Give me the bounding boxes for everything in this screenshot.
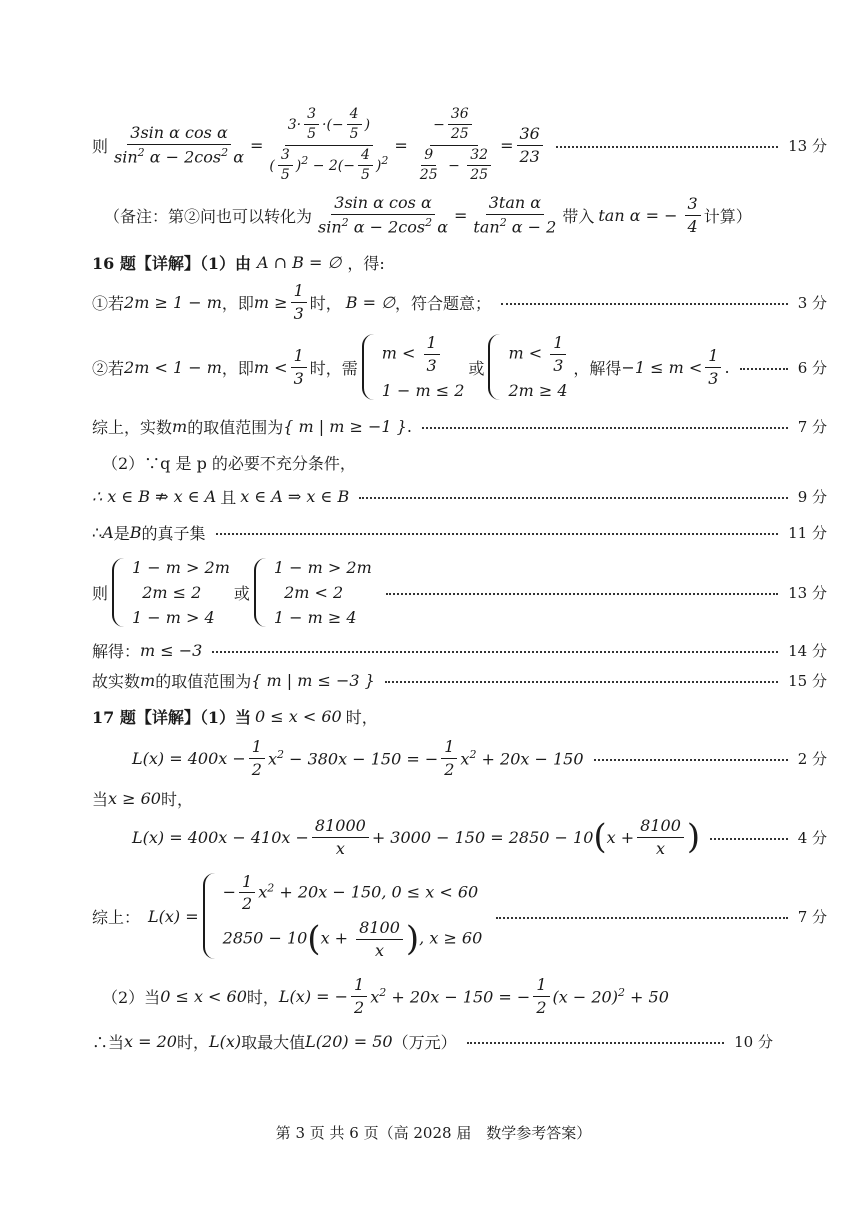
q16-systems: 则 1 − m > 2m 2m ≤ 2 1 − m > 4 或 1 − m > 2m 2m < 2 1 − m ≥ 4 13 分	[92, 557, 827, 627]
q16-summary: 综上，实数 m 的取值范围为 { m | m ≥ −1 } . 7 分	[92, 416, 827, 437]
score-6: 6 分	[797, 358, 827, 377]
score-10: 10 分	[734, 1032, 773, 1051]
score-3: 3 分	[797, 293, 827, 312]
q16-solution: 解得： m ≤ −3 14 分	[92, 640, 827, 661]
q17-condition: 当 x ≥ 60 时，	[92, 788, 193, 809]
score-7b: 7 分	[797, 907, 827, 926]
score-13: 13 分	[788, 136, 827, 155]
q17-maximum: ∴当 x = 20 时， L(x) 取最大值 L(20) = 50 （万元） 10 分	[92, 1031, 773, 1052]
q16-case1: ①若 2m ≥ 1 − m ，即 m ≥ $\frac{1}{3}$ 时， B = ∅ ，符合题意； 3 分	[92, 280, 827, 323]
q16-part2: （2）∵q 是 p 的必要不充分条件，	[102, 453, 356, 473]
q17-profit-line1: L(x) = 400x − $\frac{1}{2}$ $x^2 - 380x - 150$ = − $\frac{1}{2}$ $x^2 + 20x - 150$ 2 分	[132, 736, 827, 779]
q16-final: 故实数 m 的取值范围为 { m | m ≤ −3 } 15 分	[92, 670, 827, 691]
q17-part2: （2）当 0 ≤ x < 60 时， L(x) = − $\frac{1}{2}$ $x^2 + 20x - 150$ = − $\frac{1}{2}$ $(x - 20)^2 + 50$	[102, 974, 669, 1017]
score-11: 11 分	[788, 523, 827, 542]
score-7: 7 分	[797, 417, 827, 436]
score-13b: 13 分	[788, 583, 827, 602]
score-4: 4 分	[797, 828, 827, 847]
q17-heading: 17 题【详解】（1）当 0 ≤ x < 60 时，	[92, 706, 378, 727]
page-footer: 第 3 页 共 6 页（高 2028 届 数学参考答案）	[275, 1124, 592, 1142]
q16-subset: ∴ A 是 B 的真子集 11 分	[92, 522, 827, 543]
q17-profit-line2: L(x) = 400x − 410x − $\frac{81000}{x}$ + 3000 − 150 = 2850 − 10 ( x + $\frac{8100}{x}$ ) 4 分	[132, 815, 827, 858]
note-line: （备注：第②问也可以转化为 $\frac{\text{3sin α cos α}}{\sin^2 \alpha - 2\cos^2 \alpha}$ = $\frac{\text{3tan α}}{\tan^2 \alpha - 2}$ 带入 tan α = − $\frac{3}{4}$ 计算）	[104, 193, 752, 237]
score-15: 15 分	[788, 671, 827, 690]
q17-summary: 综上： L(x) = − $\frac{1}{2}$ $x^2 + 20x - 150$, 0 ≤ x < 60 2850 − 10(x + $\frac{8100}{x}$ ), x ≥ 60 7 分	[92, 871, 827, 960]
q16-implication: ∴ x ∈ B ⇏ x ∈ A 且 x ∈ A ⇒ x ∈ B 9 分	[92, 486, 827, 507]
score-9: 9 分	[797, 487, 827, 506]
score-2: 2 分	[797, 749, 827, 768]
score-14: 14 分	[788, 641, 827, 660]
line-ratio-result: 则 $\frac{\text{3sin α cos α}}{\sin^2 \alpha - 2\cos^2 \alpha}$ = 3· $\frac{3}{5}$ ·(− $\frac{4}{5}$ ) ( $\frac{3}{5}$ )$^2$ − 2(− $\frac{4}{5}$ )$^2$ = − $\frac{36}{25}$ $\frac{9}{25}$ − $\frac{32}{25}$ = $\frac{36}{23}$ 13 分	[92, 105, 827, 183]
q16-heading: 16 题【详解】（1）由 A ∩ B = ∅ ，得:	[92, 252, 385, 273]
q16-case2: ②若 2m < 1 − m ，即 m < $\frac{1}{3}$ 时，需 m < $\frac{1}{3}$ 1 − m ≤ 2 或 m < $\frac{1}{3}$ 2m ≥ 4 ，解得 −1 ≤ m < $\frac{1}{3}$ . 6 分	[92, 333, 827, 400]
